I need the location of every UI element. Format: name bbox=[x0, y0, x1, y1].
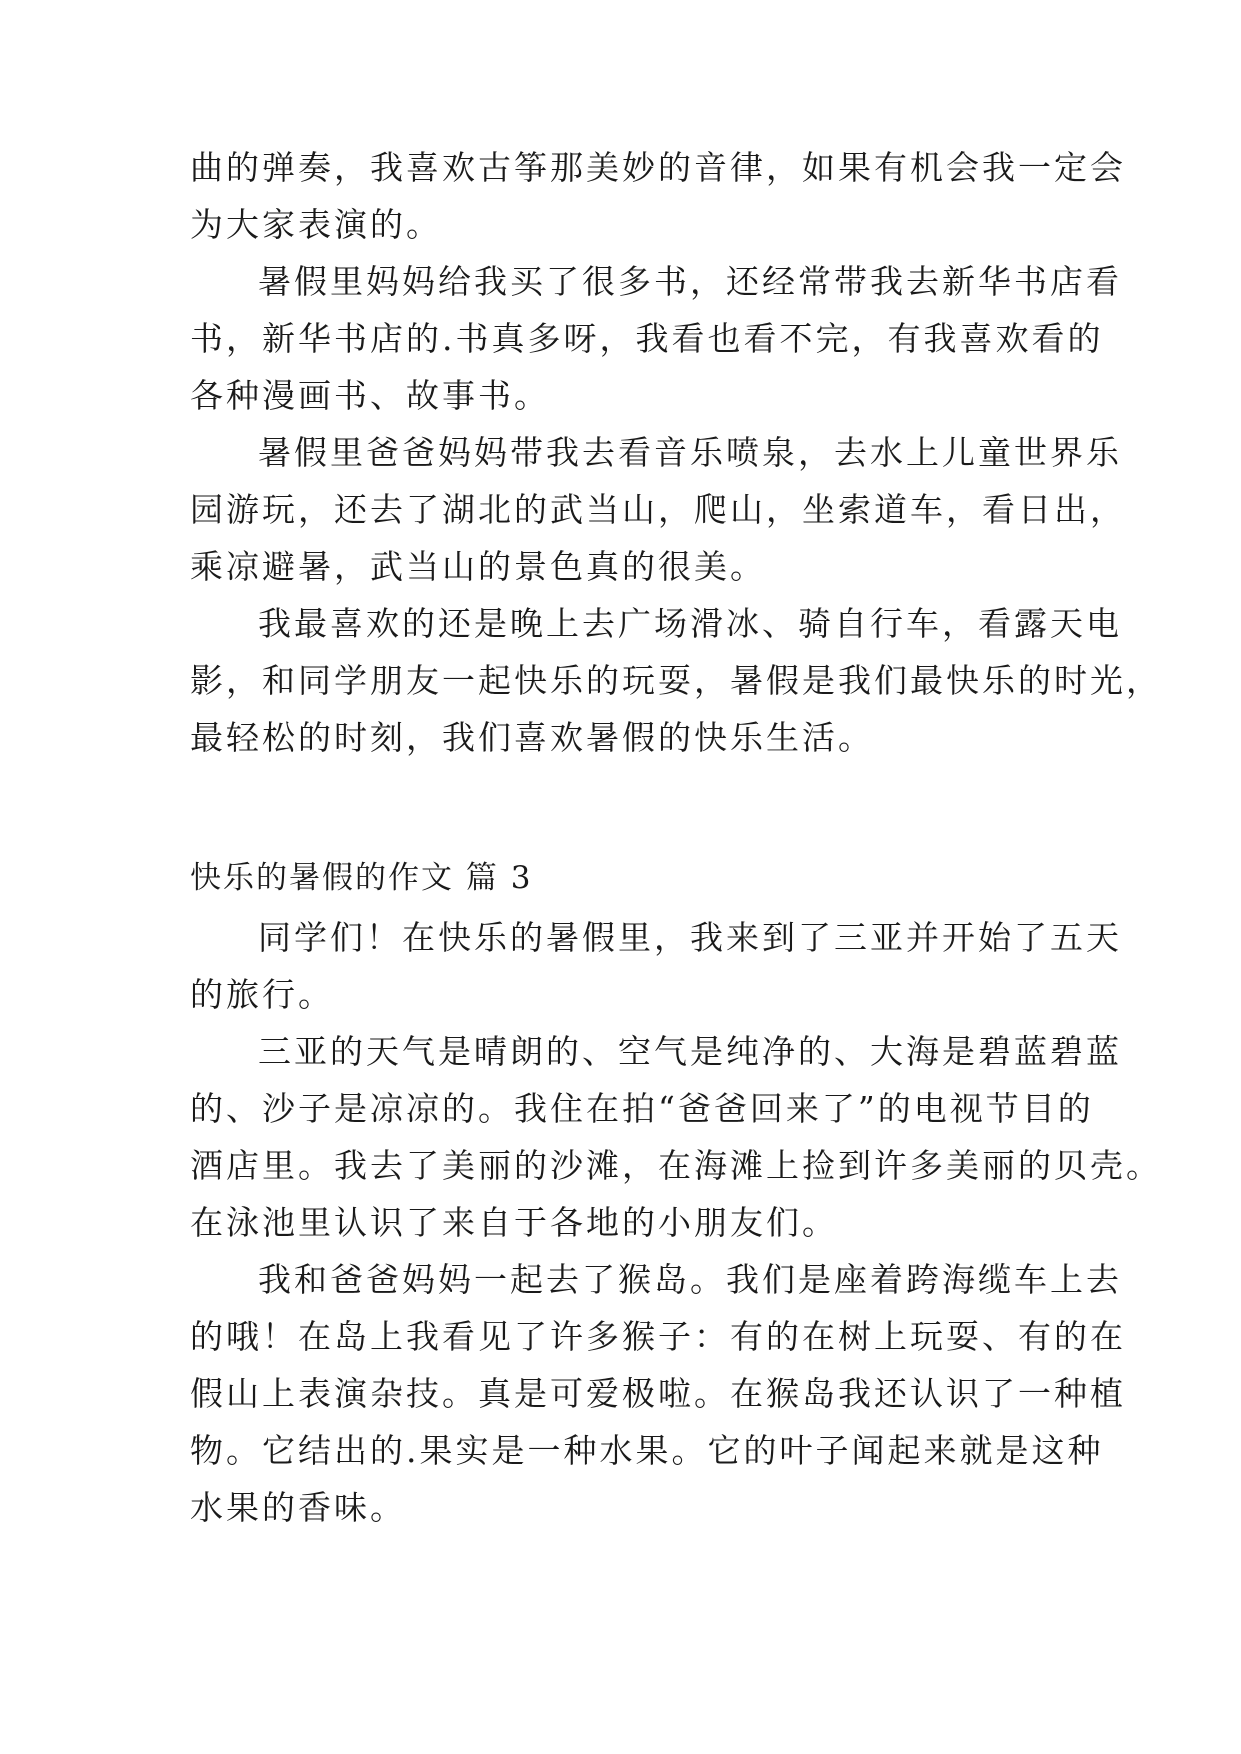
paragraph-4-line-2: 影，和同学朋友一起快乐的玩耍，暑假是我们最快乐的时光， bbox=[190, 661, 1162, 700]
paragraph-3-line-2: 园游玩，还去了湖北的武当山，爬山，坐索道车，看日出， bbox=[190, 490, 1126, 529]
section-heading: 快乐的暑假的作文 篇 3 bbox=[190, 860, 533, 896]
paragraph-2-line-2: 书，新华书店的.书真多呀，我看也看不完，有我喜欢看的 bbox=[190, 319, 1104, 358]
paragraph-7-line-3: 假山上表演杂技。真是可爱极啦。在猴岛我还认识了一种植 bbox=[190, 1374, 1126, 1413]
paragraph-1-line-1: 曲的弹奏，我喜欢古筝那美妙的音律，如果有机会我一定会 bbox=[190, 148, 1126, 187]
paragraph-5-line-1: 同学们！在快乐的暑假里，我来到了三亚并开始了五天 bbox=[258, 918, 1122, 957]
paragraph-2-line-3: 各种漫画书、故事书。 bbox=[190, 376, 550, 415]
paragraph-6-line-1: 三亚的天气是晴朗的、空气是纯净的、大海是碧蓝碧蓝 bbox=[258, 1032, 1122, 1071]
paragraph-7-line-4: 物。它结出的.果实是一种水果。它的叶子闻起来就是这种 bbox=[190, 1431, 1104, 1470]
paragraph-7-line-5: 水果的香味。 bbox=[190, 1488, 406, 1527]
paragraph-4-line-1: 我最喜欢的还是晚上去广场滑冰、骑自行车，看露天电 bbox=[258, 604, 1122, 643]
paragraph-6-line-4: 在泳池里认识了来自于各地的小朋友们。 bbox=[190, 1203, 838, 1242]
paragraph-7-line-2: 的哦！在岛上我看见了许多猴子：有的在树上玩耍、有的在 bbox=[190, 1317, 1126, 1356]
paragraph-4-line-3: 最轻松的时刻，我们喜欢暑假的快乐生活。 bbox=[190, 718, 874, 757]
paragraph-7-line-1: 我和爸爸妈妈一起去了猴岛。我们是座着跨海缆车上去 bbox=[258, 1260, 1122, 1299]
paragraph-3-line-3: 乘凉避暑，武当山的景色真的很美。 bbox=[190, 547, 766, 586]
paragraph-3-line-1: 暑假里爸爸妈妈带我去看音乐喷泉，去水上儿童世界乐 bbox=[258, 433, 1122, 472]
paragraph-6-line-2: 的、沙子是凉凉的。我住在拍“爸爸回来了”的电视节目的 bbox=[190, 1089, 1094, 1128]
paragraph-6-line-3: 酒店里。我去了美丽的沙滩，在海滩上捡到许多美丽的贝壳。 bbox=[190, 1146, 1162, 1185]
paragraph-1-line-2: 为大家表演的。 bbox=[190, 205, 442, 244]
paragraph-2-line-1: 暑假里妈妈给我买了很多书，还经常带我去新华书店看 bbox=[258, 262, 1122, 301]
paragraph-5-line-2: 的旅行。 bbox=[190, 975, 334, 1014]
